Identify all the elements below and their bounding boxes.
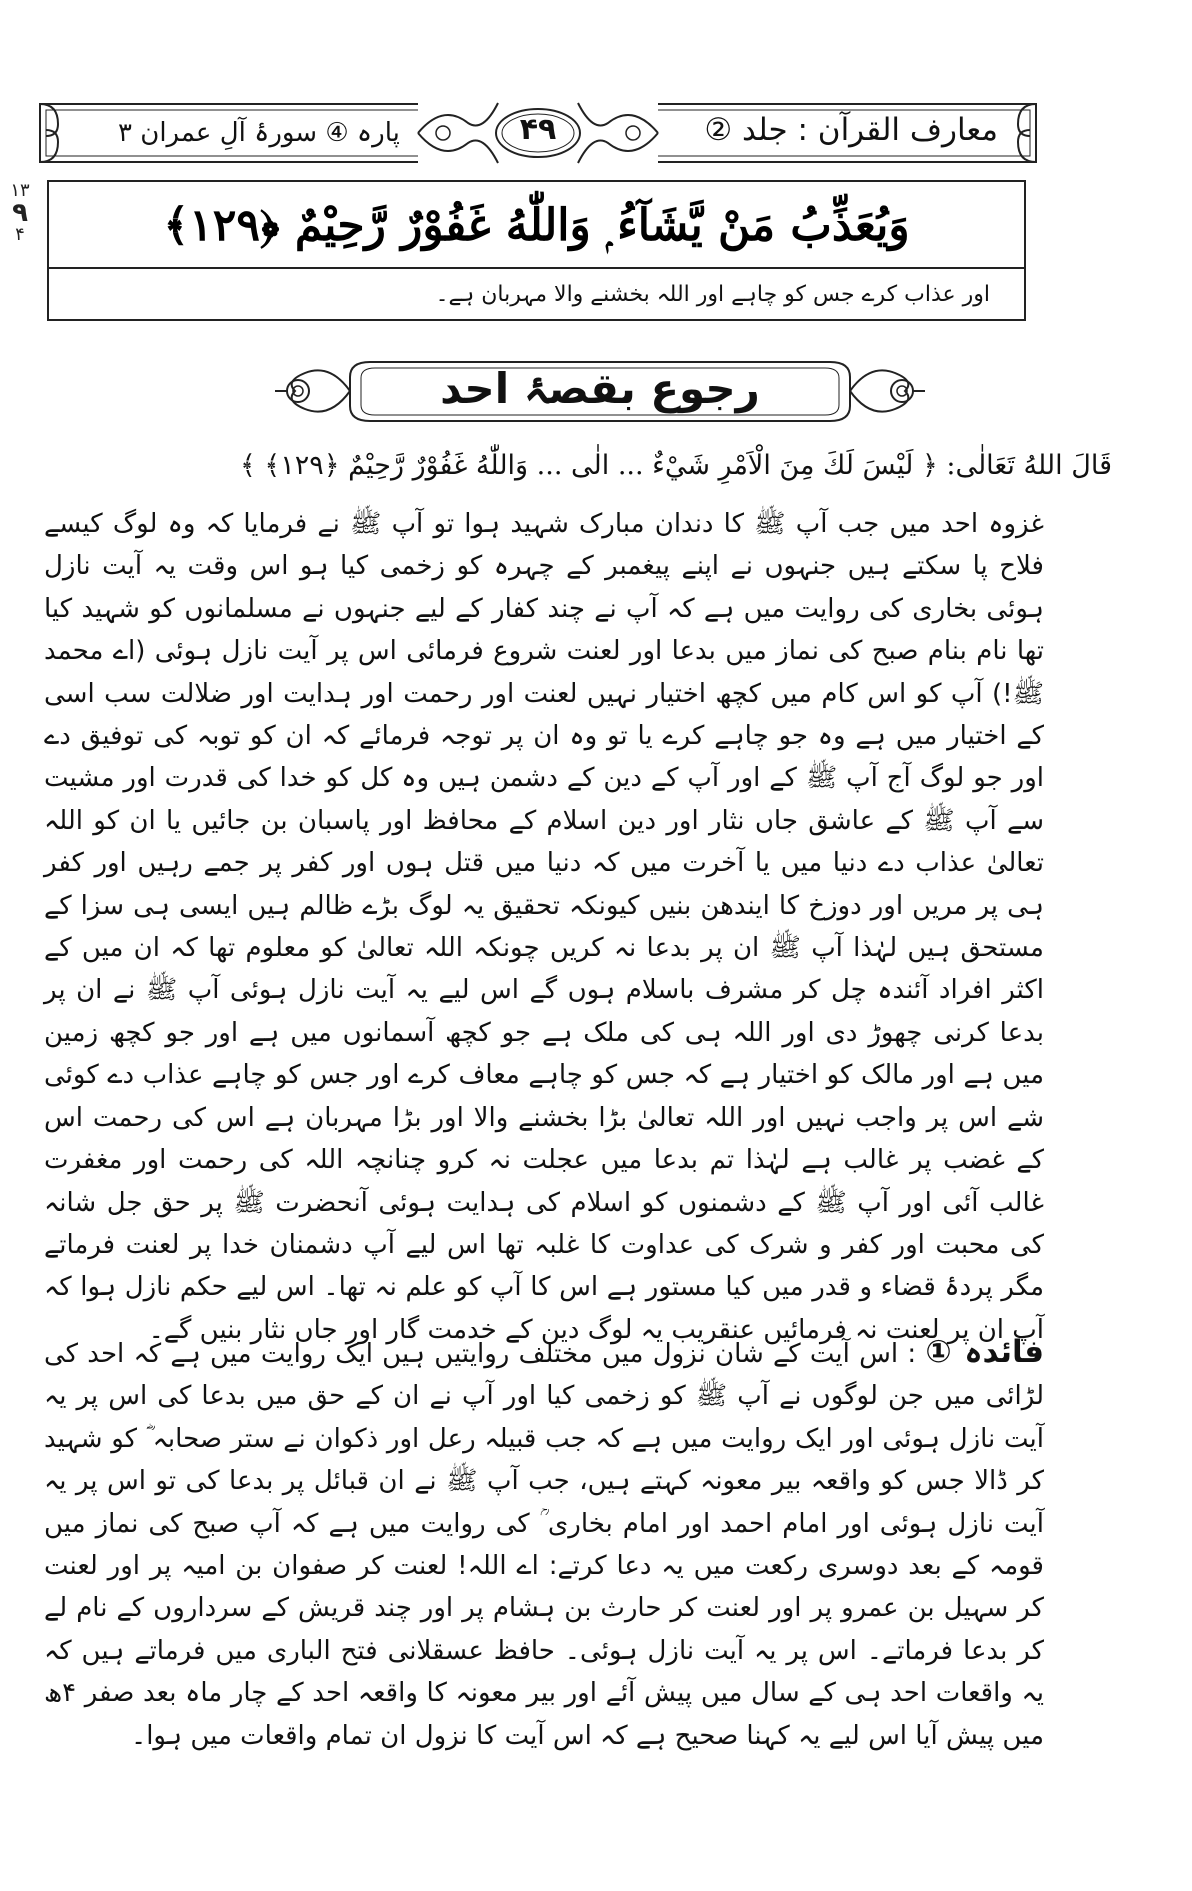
ruku-marker-top: ۱۳: [10, 180, 30, 201]
page-header: [38, 98, 1038, 168]
ruku-marker-bottom: ۴: [15, 224, 25, 245]
translation-box: [47, 267, 1026, 321]
verse-arabic: وَيُعَذِّبُ مَنْ يَّشَآءُ ۭ وَاللّٰهُ غَفُوْرٌ رَّحِيْمٌ ﴿۱۲۹﴾: [163, 200, 910, 251]
commentary-body: [44, 503, 1044, 1351]
section-title: رجوع بقصۂ احد: [440, 364, 760, 413]
benefit-label: فائدہ ①: [925, 1334, 1044, 1370]
book-title: معارف القرآن : جلد ②: [704, 112, 998, 148]
ruku-marker-middle: ۹: [12, 198, 28, 228]
chapter-reference: پارہ ④ سورۂ آلِ عمران ۳: [118, 118, 400, 148]
commentary-paragraph: غزوہ احد میں جب آپ ﷺ کا دندان مبارک شہید ہوا تو آپ ﷺ نے فرمایا کہ وہ لوگ کیسے فلاح پا سکتے ہیں جنہوں نے اپنے پیغمبر کے چہرہ کو زخمی کیا ہو اس وقت یہ آیت نازل ہوئی بخاری کی روایت میں ہے کہ آپ نے چند کفار کے لیے جنہوں نے مسلمانوں کو شہید کیا تھا نام بنام صبح کی نماز میں بدعا اور لعنت شروع فرمائی اس پر آیت نازل ہوئی (اے محمد ﷺ!) آپ کو اس کام میں کچھ اختیار نہیں لعنت اور رحمت اور ہدایت اور ضلالت سب اسی کے اختیار میں ہے وہ جو چاہے کرے یا تو وہ ان پر توجہ فرمائے کہ ان کو توبہ کی توفیق دے اور جو لوگ آج آپ ﷺ کے اور آپ کے دین کے دشمن ہیں وہ کل کو خدا کی قدرت اور مشیت سے آپ ﷺ کے عاشق جاں نثار اور دین اسلام کے محافظ اور پاسبان بن جائیں یا ان کو اللہ تعالیٰ عذاب دے دنیا میں یا آخرت میں کہ دنیا میں قتل ہوں اور کفر پر جمے رہیں اور کفر ہی پر مریں اور دوزخ کا ایندھن بنیں کیونکہ تحقیق یہ لوگ بڑے ظالم ہیں ایسی ہی سزا کے مستحق ہیں لہٰذا آپ ﷺ ان پر بدعا نہ کریں چونکہ اللہ تعالیٰ کو معلوم تھا کہ ان میں کے اکثر افراد آئندہ چل کر مشرف باسلام ہوں گے اس لیے یہ آیت نازل ہوئی آپ ﷺ نے ان پر بدعا کرنی چھوڑ دی اور اللہ ہی کی ملک ہے جو کچھ آسمانوں میں ہے اور جو کچھ زمین میں ہے اور مالک کو اختیار ہے کہ جس کو چاہے معاف کرے اور جس کو چاہے عذاب دے کوئی شے اس پر واجب نہیں اور اللہ تعالیٰ بڑا بخشنے والا اور بڑا مہربان ہے اس کی رحمت اس کے غضب پر غالب ہے لہٰذا تم بدعا میں عجلت نہ کرو چنانچہ اللہ کی رحمت اور مغفرت غالب آئی اور آپ ﷺ کے دشمنوں کو اسلام کی ہدایت ہوئی آنحضرت ﷺ پر حق جل شانہ کی محبت اور کفر و شرک کی عداوت کا غلبہ تھا اس لیے آپ دشمنان خدا پر لعنت فرماتے مگر پردۂ قضاء و قدر میں کیا مستور ہے اس کا آپ کو علم نہ تھا۔ اس لیے حکم نازل ہوا کہ آپ ان پر لعنت نہ فرمائیں عنقریب یہ لوگ دین کے خدمت گار اور جاں نثار بنیں گے۔: [44, 509, 1044, 1345]
benefit-text: : اس آیت کے شان نزول میں مختلف روایتیں ہیں ایک روایت میں ہے کہ احد کی لڑائی میں جن لوگوں نے آپ ﷺ کو زخمی کیا اور آپ نے ان کے حق میں بدعا کی اس پر یہ آیت نازل ہوئی اور ایک روایت میں ہے کہ جب قبیلہ رعل اور ذکوان نے ستر صحابہ ؓ کو شہید کر ڈالا جس کو واقعہ بیر معونہ کہتے ہیں، جب آپ ﷺ نے ان قبائل پر بدعا کی تو اس پر یہ آیت نازل ہوئی اور امام احمد اور امام بخاری ؒ کی روایت میں ہے کہ آپ صبح کی نماز میں قومہ کے بعد دوسری رکعت میں یہ دعا کرتے: اے اللہ! لعنت کر صفوان بن امیہ پر اور لعنت کر سہیل بن عمرو پر اور لعنت کر حارث بن ہشام پر اور چند قریش کے سرداروں کے نام لے کر بدعا فرماتے۔ اس پر یہ آیت نازل ہوئی۔ حافظ عسقلانی فتح الباری میں فرماتے ہیں کہ یہ واقعات احد ہی کے سال میں پیش آئے اور بیر معونہ کا واقعہ احد کے چار ماہ بعد صفر ۴ھ میں پیش آیا اس لیے یہ کہنا صحیح ہے کہ اس آیت کا نزول ان تمام واقعات میں ہوا۔: [44, 1339, 1044, 1751]
section-heading: [270, 354, 930, 429]
verse-box: [47, 180, 1026, 269]
verse-translation: اور عذاب کرے جس کو چاہے اور اللہ بخشنے والا مہربان ہے۔: [435, 281, 990, 307]
benefit-note: [44, 1331, 1044, 1757]
benefit-paragraph: [44, 1331, 1044, 1757]
ruku-marker: [6, 180, 34, 246]
page-number: ۴۹: [519, 112, 557, 147]
quranic-reference: قَالَ اللهُ تَعَالٰی: ﴿ لَيْسَ لَكَ مِنَ الْاَمْرِ شَيْءٌ ... الٰی ... وَاللّٰهُ غَفُوْرٌ رَّحِيْمٌ ﴿۱۲۹﴾ ﴾: [239, 450, 1112, 481]
